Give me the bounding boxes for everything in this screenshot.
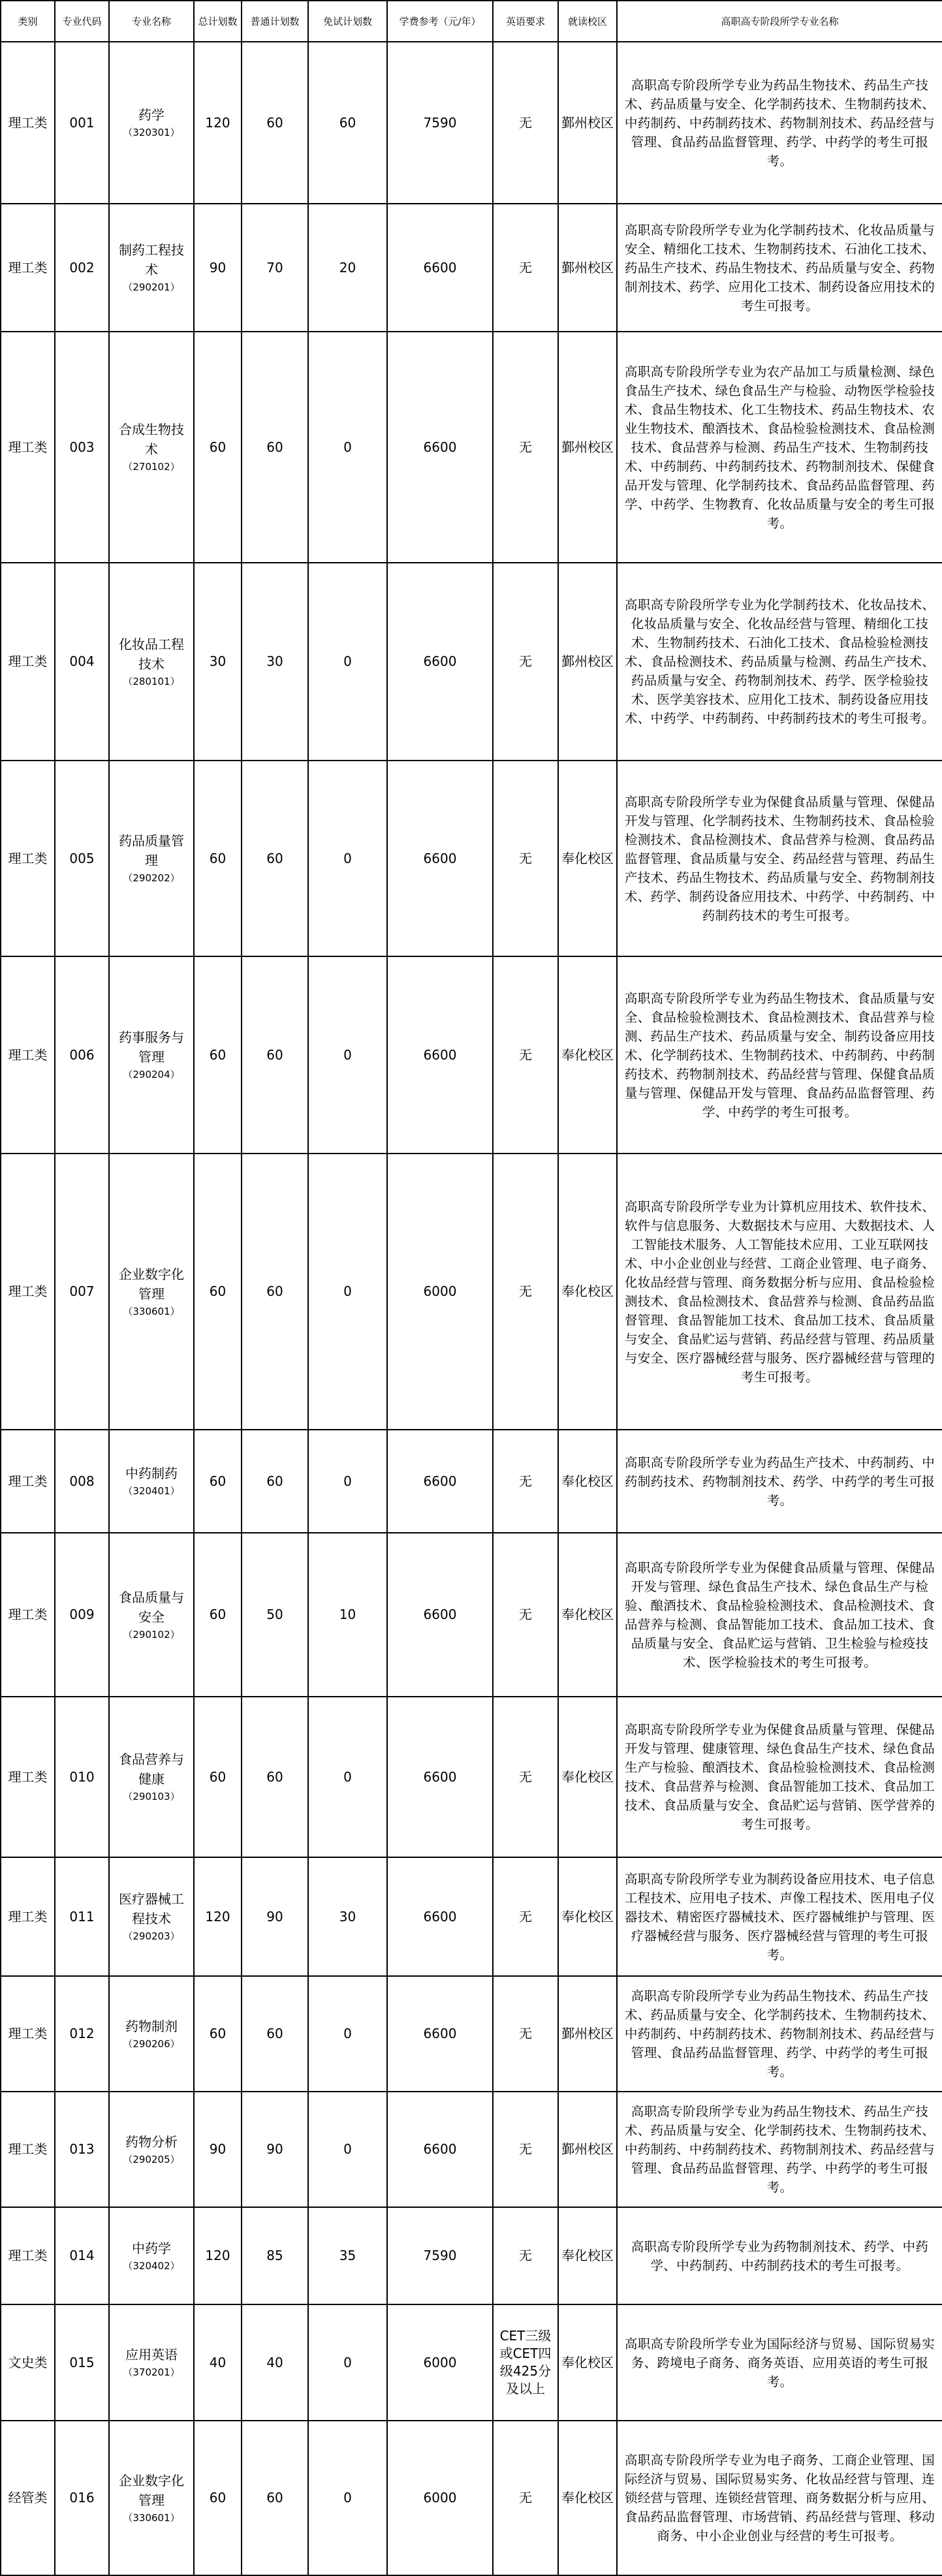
cell-fee: 7590 [387,42,493,204]
cell-english: 无 [493,761,558,956]
cell-normal-plan: 60 [242,761,308,956]
header-english: 英语要求 [493,1,558,42]
cell-total-plan: 60 [194,332,242,563]
major-name: 中药制药 [125,1466,178,1481]
cell-requirement: 高职高专阶段所学专业为保健食品质量与管理、保健品开发与管理、化学制药技术、生物制药技术、食品检验检测技术、食品检测技术、食品营养与检测、食品药品监督管理、食品质量与安全、药品经营与管理、药品生产技术、药品生物技术、药品质量与安全、药物制剂技术、药学、制药设备应用技术、中药学、中药制药、中药制药技术的考生可报考。 [617,761,942,956]
cell-fee: 6600 [387,1697,493,1857]
cell-code: 006 [55,956,109,1154]
cell-exempt-plan: 0 [308,761,387,956]
major-code: （320301） [123,127,180,138]
cell-requirement: 高职高专阶段所学专业为计算机应用技术、软件技术、软件与信息服务、大数据技术与应用、大数据技术、人工智能技术服务、人工智能技术应用、工业互联网技术、中小企业创业与经营、工商企业管理、电子商务、化妆品经营与管理、商务数据分析与应用、食品检验检测技术、食品检测技术、食品营养与检测、食品药品监督管理、食品智能加工技术、食品加工技术、食品质量与安全、食品贮运与营销、药品经营与管理、药品质量与安全、医疗器械经营与服务、医疗器械经营与管理的考生可报考。 [617,1154,942,1430]
header-normal-plan: 普通计划数 [242,1,308,42]
cell-fee: 6600 [387,1430,493,1533]
cell-category: 经管类 [1,2421,55,2575]
cell-english: 无 [493,2092,558,2207]
major-name: 药物制剂 [125,2018,178,2034]
cell-fee: 6600 [387,563,493,761]
cell-normal-plan: 50 [242,1533,308,1697]
major-code: （290201） [123,281,180,293]
cell-english: 无 [493,2207,558,2304]
major-code: （290202） [123,872,180,884]
cell-english: 无 [493,1976,558,2092]
header-exempt-plan: 免试计划数 [308,1,387,42]
table-row [1,2304,942,2421]
cell-category: 理工类 [1,1857,55,1976]
cell-exempt-plan: 60 [308,42,387,204]
cell-english: 无 [493,2421,558,2575]
major-name: 企业数字化管理 [119,1266,184,1302]
cell-requirement: 高职高专阶段所学专业为制药设备应用技术、电子信息工程技术、应用电子技术、声像工程技术、医用电子仪器技术、精密医疗器械技术、医疗器械维护与管理、医疗器械经营与服务、医疗器械经营与管理的考生可报考。 [617,1857,942,1976]
cell-normal-plan: 60 [242,1430,308,1533]
major-code: （320401） [123,1485,180,1497]
major-name: 应用英语 [125,2347,178,2363]
table-row [1,1857,942,1976]
cell-category: 理工类 [1,1533,55,1697]
cell-campus: 鄞州校区 [558,563,617,761]
cell-english: CET三级或CET四级425分及以上 [493,2304,558,2421]
cell-fee: 6600 [387,1976,493,2092]
cell-exempt-plan: 0 [308,2304,387,2421]
cell-total-plan: 60 [194,956,242,1154]
cell-exempt-plan: 0 [308,956,387,1154]
cell-code: 002 [55,204,109,332]
cell-total-plan: 60 [194,761,242,956]
major-code: （270102） [123,461,180,473]
cell-fee: 7590 [387,2207,493,2304]
cell-exempt-plan: 35 [308,2207,387,2304]
cell-code: 016 [55,2421,109,2575]
cell-requirement: 高职高专阶段所学专业为药品生产技术、中药制药、中药制药技术、药物制剂技术、药学、中药学的考生可报考。 [617,1430,942,1533]
header-total-plan: 总计划数 [194,1,242,42]
cell-total-plan: 60 [194,1697,242,1857]
cell-total-plan: 60 [194,1430,242,1533]
cell-total-plan: 30 [194,563,242,761]
cell-total-plan: 60 [194,2421,242,2575]
cell-exempt-plan: 0 [308,563,387,761]
cell-english: 无 [493,332,558,563]
cell-major [109,1430,194,1533]
major-code: （290204） [123,1069,180,1080]
cell-requirement: 高职高专阶段所学专业为国际经济与贸易、国际贸易实务、跨境电子商务、商务英语、应用英语的考生可报考。 [617,2304,942,2421]
cell-normal-plan: 60 [242,332,308,563]
cell-exempt-plan: 0 [308,1154,387,1430]
table-row [1,204,942,332]
table-row [1,332,942,563]
cell-category: 理工类 [1,2207,55,2304]
cell-code: 010 [55,1697,109,1857]
cell-campus: 奉化校区 [558,2207,617,2304]
cell-exempt-plan: 10 [308,1533,387,1697]
cell-category: 理工类 [1,761,55,956]
cell-category: 理工类 [1,956,55,1154]
cell-major [109,2207,194,2304]
cell-exempt-plan: 30 [308,1857,387,1976]
cell-normal-plan: 40 [242,2304,308,2421]
cell-code: 007 [55,1154,109,1430]
cell-code: 003 [55,332,109,563]
cell-requirement: 高职高专阶段所学专业为药品生物技术、食品质量与安全、食品检验检测技术、食品检测技术、食品营养与检测、药品生产技术、药品质量与安全、制药设备应用技术、化学制药技术、生物制药技术、中药制药、中药制药技术、药物制剂技术、药品经营与管理、保健食品质量与管理、保健品开发与管理、食品药品监督管理、药学、中药学的考生可报考。 [617,956,942,1154]
cell-fee: 6000 [387,2304,493,2421]
header-campus: 就读校区 [558,1,617,42]
cell-major [109,2421,194,2575]
cell-major [109,332,194,563]
cell-normal-plan: 85 [242,2207,308,2304]
cell-campus: 奉化校区 [558,1857,617,1976]
cell-code: 001 [55,42,109,204]
major-name: 药品质量管理 [119,833,184,868]
cell-exempt-plan: 20 [308,204,387,332]
cell-code: 011 [55,1857,109,1976]
cell-fee: 6600 [387,1857,493,1976]
table-row [1,956,942,1154]
cell-campus: 奉化校区 [558,2421,617,2575]
cell-major [109,1154,194,1430]
cell-exempt-plan: 0 [308,1430,387,1533]
cell-category: 理工类 [1,1154,55,1430]
cell-campus: 奉化校区 [558,1697,617,1857]
major-name: 中药学 [132,2240,171,2256]
cell-normal-plan: 70 [242,204,308,332]
cell-total-plan: 40 [194,2304,242,2421]
cell-normal-plan: 60 [242,1154,308,1430]
cell-fee: 6000 [387,2421,493,2575]
cell-category: 文史类 [1,2304,55,2421]
cell-requirement: 高职高专阶段所学专业为化学制药技术、化妆品质量与安全、精细化工技术、生物制药技术、石油化工技术、药品生产技术、药品生物技术、药品质量与安全、药物制剂技术、药学、应用化工技术、制药设备应用技术的考生可报考。 [617,204,942,332]
cell-english: 无 [493,204,558,332]
cell-category: 理工类 [1,1697,55,1857]
cell-english: 无 [493,563,558,761]
cell-code: 008 [55,1430,109,1533]
cell-requirement: 高职高专阶段所学专业为保健食品质量与管理、保健品开发与管理、健康管理、绿色食品生产技术、绿色食品生产与检验、酿酒技术、食品检验检测技术、食品检测技术、食品营养与检测、食品智能加工技术、食品加工技术、食品质量与安全、食品贮运与营销、医学营养的考生可报考。 [617,1697,942,1857]
cell-major [109,2092,194,2207]
cell-english: 无 [493,1533,558,1697]
table-row [1,2421,942,2575]
cell-fee: 6600 [387,2092,493,2207]
major-name: 医疗器械工程技术 [119,1891,184,1926]
cell-category: 理工类 [1,204,55,332]
major-name: 食品营养与健康 [119,1751,184,1787]
cell-exempt-plan: 0 [308,1697,387,1857]
table-row [1,1976,942,2092]
cell-requirement: 高职高专阶段所学专业为保健食品质量与管理、保健品开发与管理、绿色食品生产技术、绿色食品生产与检验、酿酒技术、食品检验检测技术、食品检测技术、食品营养与检测、食品智能加工技术、食品加工技术、食品质量与安全、食品贮运与营销、卫生检验与检疫技术、医学检验技术的考生可报考。 [617,1533,942,1697]
cell-fee: 6600 [387,332,493,563]
cell-code: 005 [55,761,109,956]
header-name: 专业名称 [109,1,194,42]
cell-major [109,1533,194,1697]
cell-total-plan: 60 [194,1976,242,2092]
cell-requirement: 高职高专阶段所学专业为药品生物技术、药品生产技术、药品质量与安全、化学制药技术、生物制药技术、中药制药、中药制药技术、药物制剂技术、药品经营与管理、食品药品监督管理、药学、中药学的考生可报考。 [617,2092,942,2207]
cell-campus: 奉化校区 [558,1533,617,1697]
major-name: 化妆品工程技术 [119,636,184,672]
cell-campus: 鄞州校区 [558,332,617,563]
major-name: 制药工程技术 [119,242,184,277]
table-row [1,2207,942,2304]
cell-fee: 6600 [387,761,493,956]
cell-requirement: 高职高专阶段所学专业为药品生物技术、药品生产技术、药品质量与安全、化学制药技术、生物制药技术、中药制药、中药制药技术、药物制剂技术、药品经营与管理、食品药品监督管理、药学、中药学的考生可报考。 [617,1976,942,2092]
table-row [1,1430,942,1533]
cell-campus: 鄞州校区 [558,42,617,204]
cell-normal-plan: 60 [242,956,308,1154]
major-code: （290205） [123,2153,180,2165]
major-code: （290203） [123,1930,180,1942]
cell-normal-plan: 60 [242,2421,308,2575]
table-row [1,761,942,956]
cell-major [109,1697,194,1857]
cell-requirement: 高职高专阶段所学专业为电子商务、工商企业管理、国际经济与贸易、国际贸易实务、化妆品经营与管理、连锁经营与管理、连锁经营管理、商务数据分析与应用、食品药品监督管理、市场营销、药品经营与管理、移动商务、中小企业创业与经营的考生可报考。 [617,2421,942,2575]
cell-campus: 奉化校区 [558,2304,617,2421]
cell-major [109,42,194,204]
cell-normal-plan: 60 [242,1697,308,1857]
header-code: 专业代码 [55,1,109,42]
cell-fee: 6600 [387,956,493,1154]
major-name: 企业数字化管理 [119,2472,184,2508]
cell-total-plan: 90 [194,204,242,332]
cell-normal-plan: 60 [242,1976,308,2092]
cell-code: 015 [55,2304,109,2421]
cell-campus: 奉化校区 [558,956,617,1154]
cell-exempt-plan: 0 [308,2421,387,2575]
cell-exempt-plan: 0 [308,332,387,563]
major-code: （320402） [123,2259,180,2272]
cell-category: 理工类 [1,563,55,761]
cell-code: 004 [55,563,109,761]
major-code: （330601） [123,2511,180,2524]
cell-category: 理工类 [1,332,55,563]
cell-major [109,204,194,332]
cell-category: 理工类 [1,1976,55,2092]
cell-category: 理工类 [1,2092,55,2207]
table-row [1,563,942,761]
cell-exempt-plan: 0 [308,2092,387,2207]
cell-normal-plan: 90 [242,2092,308,2207]
table-row [1,1533,942,1697]
cell-code: 013 [55,2092,109,2207]
table-row [1,1697,942,1857]
cell-major [109,956,194,1154]
cell-total-plan: 60 [194,1154,242,1430]
cell-campus: 鄞州校区 [558,204,617,332]
cell-requirement: 高职高专阶段所学专业为药物制剂技术、药学、中药学、中药制药、中药制药技术的考生可报考。 [617,2207,942,2304]
cell-english: 无 [493,1697,558,1857]
header-fee: 学费参考（元/年） [387,1,493,42]
cell-code: 009 [55,1533,109,1697]
major-name: 药物分析 [125,2133,178,2150]
cell-category: 理工类 [1,42,55,204]
cell-code: 014 [55,2207,109,2304]
cell-campus: 奉化校区 [558,1154,617,1430]
cell-fee: 6600 [387,204,493,332]
cell-campus: 鄞州校区 [558,2092,617,2207]
table-row [1,1154,942,1430]
cell-fee: 6000 [387,1154,493,1430]
cell-total-plan: 120 [194,2207,242,2304]
header-category: 类别 [1,1,55,42]
major-name: 药事服务与管理 [119,1029,184,1065]
table-body [1,42,942,2575]
cell-requirement: 高职高专阶段所学专业为化学制药技术、化妆品技术、化妆品质量与安全、化妆品经营与管理、精细化工技术、生物制药技术、石油化工技术、食品检验检测技术、食品检测技术、药品质量与检测、药品生产技术、药品质量与安全、药物制剂技术、药学、医学检验技术、医学美容技术、应用化工技术、制药设备应用技术、中药学、中药制药、中药制药技术的考生可报考。 [617,563,942,761]
major-code: （290102） [123,1628,180,1641]
cell-major [109,761,194,956]
cell-english: 无 [493,956,558,1154]
cell-code: 012 [55,1976,109,2092]
cell-total-plan: 120 [194,1857,242,1976]
cell-normal-plan: 30 [242,563,308,761]
cell-major [109,2304,194,2421]
cell-major [109,1976,194,2092]
cell-campus: 鄞州校区 [558,1976,617,2092]
major-code: （370201） [123,2366,180,2378]
cell-english: 无 [493,1430,558,1533]
cell-english: 无 [493,1857,558,1976]
cell-fee: 6600 [387,1533,493,1697]
cell-english: 无 [493,1154,558,1430]
cell-total-plan: 120 [194,42,242,204]
major-name: 食品质量与安全 [119,1589,184,1625]
cell-normal-plan: 90 [242,1857,308,1976]
major-code: （290206） [123,2037,180,2050]
header-requirement: 高职高专阶段所学专业名称 [617,1,942,42]
cell-campus: 奉化校区 [558,761,617,956]
major-name: 药学 [138,107,165,123]
header-row [1,1,942,42]
cell-major [109,563,194,761]
cell-exempt-plan: 0 [308,1976,387,2092]
major-code: （280101） [123,675,180,687]
table-row [1,2092,942,2207]
cell-total-plan: 90 [194,2092,242,2207]
major-code: （290103） [123,1791,180,1802]
cell-english: 无 [493,42,558,204]
cell-total-plan: 60 [194,1533,242,1697]
cell-normal-plan: 60 [242,42,308,204]
table-row [1,42,942,204]
cell-category: 理工类 [1,1430,55,1533]
cell-requirement: 高职高专阶段所学专业为农产品加工与质量检测、绿色食品生产技术、绿色食品生产与检验、动物医学检验技术、食品生物技术、化工生物技术、药品生物技术、农业生物技术、酿酒技术、食品检验检测技术、食品检测技术、食品营养与检测、药品生产技术、生物制药技术、中药制药、中药制药技术、药物制剂技术、保健食品开发与管理、化学制药技术、食品药品监督管理、药学、中药学、生物教育、化妆品质量与安全的考生可报考。 [617,332,942,563]
major-code: （330601） [123,1305,180,1317]
major-name: 合成生物技术 [119,422,184,457]
cell-campus: 奉化校区 [558,1430,617,1533]
cell-major [109,1857,194,1976]
cell-requirement: 高职高专阶段所学专业为药品生物技术、药品生产技术、药品质量与安全、化学制药技术、生物制药技术、中药制药、中药制药技术、药物制剂技术、药品经营与管理、食品药品监督管理、药学、中药学的考生可报考。 [617,42,942,204]
